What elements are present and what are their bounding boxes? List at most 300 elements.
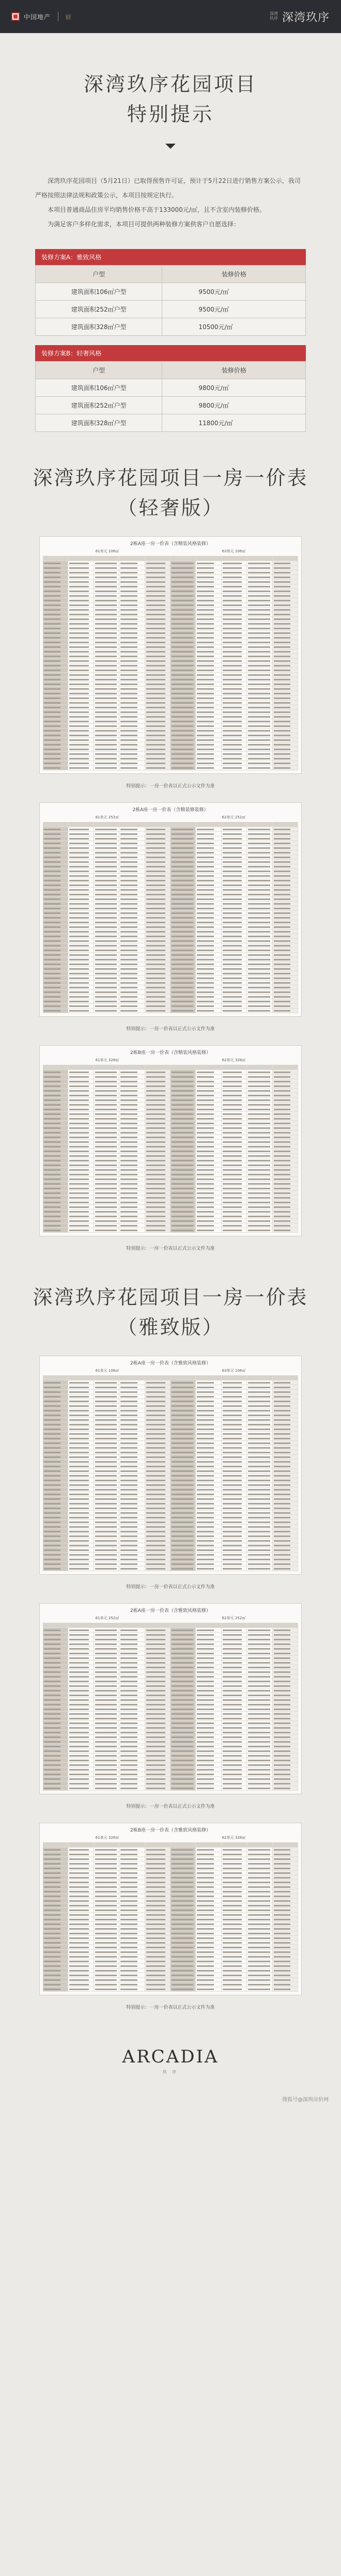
sheet-cell (171, 566, 196, 570)
sheet-cell-text (95, 852, 117, 854)
sheet-cell (43, 1698, 68, 1702)
sheet-cell-text (248, 1447, 270, 1449)
sheet-cell-text (172, 1174, 193, 1175)
sheet-cell (222, 1950, 247, 1954)
sheet-cell (119, 1978, 145, 1982)
sheet-cell-text (95, 1984, 117, 1985)
sheet-cell (273, 696, 298, 700)
sheet-cell (94, 1889, 119, 1894)
sheet-cell-text (120, 1220, 137, 1222)
sheet-cell-text (146, 716, 165, 718)
sheet-cell (94, 687, 119, 691)
sheet-cell-text (248, 1554, 270, 1556)
sheet-cell (94, 1633, 119, 1637)
sheet-cell (171, 999, 196, 1003)
sheet-cell (43, 1661, 68, 1665)
sheet-row (43, 1875, 298, 1880)
sheet-cell (145, 580, 171, 584)
sheet-cell (68, 1684, 94, 1688)
sheet-cell-text (44, 1732, 60, 1733)
sheet-cell (247, 1753, 272, 1758)
sheet-cell (68, 1492, 94, 1496)
sheet-cell-text (197, 1643, 213, 1645)
sheet-cell-text (69, 1722, 88, 1724)
sheet-cell (247, 1399, 272, 1403)
sheet-cell-text (120, 1118, 137, 1120)
sheet-cell (94, 841, 119, 845)
sheet-cell (247, 1744, 272, 1748)
sheet-row (43, 1763, 298, 1767)
sheet-cell (222, 1450, 247, 1454)
sheet-cell (145, 869, 171, 873)
sheet-cell (222, 934, 247, 938)
sheet-cell-text (146, 1090, 165, 1092)
sheet-cell-text (223, 1230, 242, 1231)
sheet-cell (145, 756, 171, 761)
sheet-cell-text (146, 595, 165, 597)
sheet-cell (145, 617, 171, 621)
sheet-cell (119, 1375, 145, 1380)
sheet-cell (222, 1721, 247, 1725)
sheet-cell-text (274, 1746, 290, 1747)
sheet-cell (222, 589, 247, 593)
sheet-cell-text (223, 1783, 242, 1784)
sheet-cell-text (95, 1475, 117, 1477)
sheet-cell (171, 1941, 196, 1945)
sheet-cell-text (120, 1429, 137, 1430)
sheet-cell-text (172, 1081, 193, 1082)
sheet-cell (171, 612, 196, 616)
sheet-cell-text (44, 866, 60, 867)
sheet-cell (247, 1394, 272, 1399)
sheet-cell (171, 1842, 196, 1847)
sheet-cell (247, 1642, 272, 1646)
sheet-cell-text (120, 1178, 137, 1180)
sheet-cell (247, 1716, 272, 1720)
sheet-row (43, 1987, 298, 1992)
sheet-cell-text (69, 1648, 88, 1650)
sheet-cell (222, 1219, 247, 1223)
sheet-cell-text (223, 908, 242, 909)
sheet-cell-text (274, 651, 290, 653)
sheet-cell (119, 1950, 145, 1954)
sheet-cell (145, 1543, 171, 1547)
sheet-cell-text (172, 1005, 193, 1007)
sheet-cell-text (197, 1750, 213, 1752)
sheet-cell-text (120, 912, 137, 914)
sheet-cell-text (69, 679, 88, 680)
sheet-cell (43, 1205, 68, 1209)
sheet-cell (196, 742, 221, 747)
sheet-cell-text (172, 749, 193, 750)
sheet-cell (222, 1566, 247, 1571)
sheet-cell-text (248, 1197, 270, 1199)
sheet-cell-text (223, 991, 242, 993)
sheet-cell-text (44, 1405, 60, 1407)
sheet-row (43, 1908, 298, 1913)
sheet-cell-text (197, 1512, 213, 1514)
sheet-cell-text (248, 1919, 270, 1920)
sheet-cell (196, 1205, 221, 1209)
sheet-cell (94, 1964, 119, 1968)
sheet-cell-text (223, 1713, 242, 1715)
sheet-cell-text (197, 1653, 213, 1654)
sheet-cell-text (274, 591, 290, 592)
sheet-cell (273, 603, 298, 607)
sheet-cell-text (172, 1732, 193, 1733)
sheet-cell (222, 603, 247, 607)
sheet-cell-text (274, 1568, 290, 1570)
sheet-cell-text (120, 1452, 137, 1453)
sheet-cell (145, 1172, 171, 1176)
sheet-cell-text (146, 861, 165, 863)
sheet-cell-text (44, 632, 60, 634)
sheet-cell (119, 752, 145, 756)
sheet-cell-text (197, 1480, 213, 1481)
sheet-cell-text (223, 1206, 242, 1208)
sheet-cell-text (274, 1643, 290, 1645)
sheet-cell-text (223, 1174, 242, 1175)
sheet-cell-text (44, 1662, 60, 1664)
sheet-cell (247, 1936, 272, 1940)
sheet-cell (247, 1688, 272, 1693)
sheet-cell (171, 1149, 196, 1153)
sheet-cell-text (120, 991, 137, 993)
sheet-cell (68, 1501, 94, 1506)
sheet-cell (273, 1670, 298, 1674)
sheet-cell-text (146, 1387, 165, 1388)
sheet-cell-text (248, 1169, 270, 1171)
sheet-cell-text (248, 1165, 270, 1166)
sheet-cell (196, 1163, 221, 1167)
sheet-cell-text (197, 996, 213, 998)
sheet-cell-text (172, 665, 193, 666)
sheet-cell (119, 869, 145, 873)
sheet-cell-text (274, 721, 290, 722)
sheet-cell (196, 766, 221, 770)
sheet-cell (43, 1950, 68, 1954)
sheet-cell (68, 1065, 94, 1069)
sheet-cell-text (172, 964, 193, 965)
table-row (36, 379, 306, 397)
sheet-cell-text (172, 1405, 193, 1407)
sheet-cell-text (274, 1188, 290, 1189)
sheet-cell (119, 747, 145, 751)
sheet-cell-text (248, 936, 270, 937)
sheet-cell-text (146, 987, 165, 988)
sheet-cell-text (44, 1979, 60, 1981)
sheet-cell (273, 1209, 298, 1214)
sheet-cell-text (95, 1188, 117, 1189)
sheet-row (43, 724, 298, 728)
sheet-cell (273, 1772, 298, 1776)
sheet-cell-text (248, 1109, 270, 1110)
sheet-cell (222, 1716, 247, 1720)
sheet-cell-text (120, 1872, 137, 1874)
sheet-cell-text (69, 1886, 88, 1888)
sheet-cell (145, 556, 171, 561)
sheet-cell (119, 1674, 145, 1679)
sheet-cell-text (172, 1540, 193, 1542)
sheet-cell (247, 855, 272, 859)
sheet-cell-text (120, 1109, 137, 1110)
sheet-cell (171, 1520, 196, 1524)
sheet-cell-text (44, 1522, 60, 1523)
sheet-cell-text (248, 1470, 270, 1472)
sheet-cell-text (69, 577, 88, 578)
sheet-cell (43, 915, 68, 920)
sheet-cell (247, 1483, 272, 1487)
sheet-cell-text (172, 1942, 193, 1944)
cell-price: 10500元/㎡ (162, 318, 306, 336)
sheet-cell-text (172, 1382, 193, 1384)
sheet-cell (247, 1922, 272, 1926)
sheet-cell-text (146, 843, 165, 844)
section-title-line-2: （雅致版） (117, 1316, 224, 1339)
sheet-cell (196, 1777, 221, 1781)
sheet-cell-text (120, 567, 137, 569)
sheet-cell (247, 1899, 272, 1903)
sheet-cell (68, 1852, 94, 1856)
sheet-cell-text (172, 1410, 193, 1411)
sheet-cell-text (274, 1424, 290, 1425)
sheet-cell (94, 957, 119, 961)
sheet-cell (119, 608, 145, 612)
sheet-cell-text (197, 959, 213, 960)
sheet-cell (171, 1642, 196, 1646)
sheet-cell (222, 1978, 247, 1982)
sheet-cell (94, 850, 119, 855)
sheet-cell (43, 920, 68, 924)
sheet-cell (196, 1889, 221, 1894)
sheet-cell (222, 990, 247, 994)
sheet-cell-text (95, 1951, 117, 1953)
sheet-cell (222, 1917, 247, 1921)
sheet-cell-text (274, 1788, 290, 1789)
sheet-cell (273, 990, 298, 994)
sheet-cell (94, 635, 119, 640)
sheet-cell (145, 911, 171, 915)
sheet-cell (43, 598, 68, 602)
sheet-cell (68, 1973, 94, 1977)
sheet-cell-text (44, 898, 60, 900)
sheet-cell (94, 1562, 119, 1566)
sheet-cell-text (274, 1699, 290, 1701)
sheet-cell-text (223, 1396, 242, 1398)
sheet-cell (171, 631, 196, 635)
sheet-cell (119, 1506, 145, 1510)
sheet-cell (273, 939, 298, 943)
sheet-cell (119, 985, 145, 989)
sheet-cell-text (223, 1391, 242, 1393)
sheet-cell-text (120, 1559, 137, 1560)
sheet-cell-text (69, 1989, 88, 1990)
sheet-cell-text (274, 940, 290, 942)
sheet-cell (145, 752, 171, 756)
sheet-cell-text (223, 591, 242, 592)
sheet-cell (273, 1418, 298, 1422)
sheet-cell (222, 1557, 247, 1561)
sheet-cell (119, 990, 145, 994)
sheet-cell (273, 1637, 298, 1641)
sheet-cell (247, 1422, 272, 1426)
sheet-cell (196, 1427, 221, 1431)
sheet-cell-text (248, 586, 270, 587)
sheet-cell-text (146, 1466, 165, 1467)
sheet-cell-text (120, 857, 137, 858)
sheet-cell (273, 635, 298, 640)
sheet-cell (68, 1191, 94, 1195)
sheet-cell-text (69, 1563, 88, 1565)
sheet-cell (94, 827, 119, 831)
sheet-cell (68, 1707, 94, 1711)
sheet-cell-text (120, 1484, 137, 1486)
sheet-cell-text (146, 721, 165, 722)
sheet-cell (196, 911, 221, 915)
sheet-cell-text (248, 628, 270, 629)
sheet-row (43, 612, 298, 617)
sheet-cell-text (44, 679, 60, 680)
sheet-cell-text (146, 1202, 165, 1203)
sheet-cell (171, 766, 196, 770)
sheet-row (43, 1871, 298, 1875)
sheet-cell-text (95, 1535, 117, 1537)
sheet-cell (68, 1144, 94, 1149)
cell-price: 11800元/㎡ (162, 414, 306, 432)
sheet-cell (171, 985, 196, 989)
sheet-cell-text (223, 763, 242, 764)
sheet-cell-text (274, 697, 290, 699)
sheet-cell-text (274, 679, 290, 680)
sheet-row (43, 1548, 298, 1553)
sheet-cell-text (146, 1076, 165, 1078)
sheet-row (43, 1004, 298, 1008)
sheet-cell-text (197, 1429, 213, 1430)
sheet-cell-text (248, 688, 270, 690)
sheet-cell-text (44, 1391, 60, 1393)
sheet-cell (196, 659, 221, 663)
sheet-cell (247, 943, 272, 948)
sheet-cell (119, 649, 145, 654)
sheet-cell-text (95, 954, 117, 956)
sheet-cell-text (95, 1438, 117, 1439)
sheet-cell-text (69, 693, 88, 694)
sheet-cell-text (197, 1942, 213, 1944)
sheet-cell-text (172, 711, 193, 713)
sheet-cell (196, 897, 221, 901)
sheet-cell-text (223, 1109, 242, 1110)
sheet-cell (222, 682, 247, 686)
sheet-row (43, 1469, 298, 1473)
sheet-cell (273, 1968, 298, 1973)
sheet-cell (222, 724, 247, 728)
sheet-cell (68, 1885, 94, 1889)
sheet-cell-text (248, 1741, 270, 1743)
sheet-cell-text (172, 1709, 193, 1710)
sheet-cell-text (44, 1202, 60, 1203)
sheet-cell-text (95, 1424, 117, 1425)
sheet-cell-text (69, 1535, 88, 1537)
sheet-cell-text (120, 871, 137, 872)
sheet-cell (68, 761, 94, 765)
sheet-cell-text (248, 1563, 270, 1565)
sheet-cell (119, 920, 145, 924)
sheet-cell-text (274, 1681, 290, 1682)
sheet-cell-text (69, 936, 88, 937)
sheet-cell-text (274, 852, 290, 854)
sheet-cell (94, 1684, 119, 1688)
sheet-cell (43, 1149, 68, 1153)
sheet-cell-text (274, 1634, 290, 1636)
sheet-cell-text (274, 843, 290, 844)
sheet-cell-text (172, 1896, 193, 1897)
sheet-cell (43, 761, 68, 765)
sheet-cell-text (95, 1868, 117, 1869)
sheet-cell (247, 1506, 272, 1510)
sheet-cell (273, 1089, 298, 1093)
sheet-cell-text (44, 1401, 60, 1402)
sheet-cell (145, 981, 171, 985)
sheet-cell-text (197, 735, 213, 736)
sheet-cell (94, 1525, 119, 1529)
sheet-cell-text (274, 1475, 290, 1477)
price-sheets-yazhi (0, 1356, 341, 2010)
sheet-cell (247, 1693, 272, 1697)
sheet-cell (222, 1446, 247, 1450)
sheet-cell (68, 1525, 94, 1529)
sheet-cell (171, 1562, 196, 1566)
sheet-cell (43, 860, 68, 864)
sheet-cell-text (95, 735, 117, 736)
sheet-cell (43, 1633, 68, 1637)
sheet-cell-text (172, 1113, 193, 1115)
sheet-cell (247, 1418, 272, 1422)
sheet-cell (119, 1209, 145, 1214)
sheet-cell-text (172, 1522, 193, 1523)
sheet-cell-text (146, 1146, 165, 1147)
sheet-cell (68, 1483, 94, 1487)
sheet-cell (247, 1913, 272, 1917)
sheet-cell (43, 869, 68, 873)
sheet-cell (145, 1842, 171, 1847)
sheet-cell (273, 622, 298, 626)
sheet-cell (43, 1492, 68, 1496)
sheet-cell-text (274, 767, 290, 769)
sheet-cell-text (95, 1410, 117, 1411)
sheet-cell (145, 691, 171, 695)
sheet-cell-text (95, 1466, 117, 1467)
sheet-cell-text (248, 1764, 270, 1766)
sheet-cell (94, 1214, 119, 1218)
sheet-cell (196, 1848, 221, 1852)
sheet-cell-text (223, 852, 242, 854)
sheet-cell-text (197, 884, 213, 886)
sheet-cell-text (120, 1667, 137, 1668)
sheet-cell (94, 1721, 119, 1725)
sheet-cell (119, 1871, 145, 1875)
sheet-cell-text (120, 908, 137, 909)
sheet-cell (222, 756, 247, 761)
sheet-cell (196, 1566, 221, 1571)
sheet-cell (68, 1861, 94, 1866)
sheet-cell-text (274, 1132, 290, 1134)
sheet-cell (119, 1154, 145, 1158)
sheet-cell (222, 1894, 247, 1898)
sheet-cell (196, 1786, 221, 1790)
sheet-cell (94, 1623, 119, 1627)
sheet-cell (145, 1562, 171, 1566)
sheet-cell-text (274, 739, 290, 741)
